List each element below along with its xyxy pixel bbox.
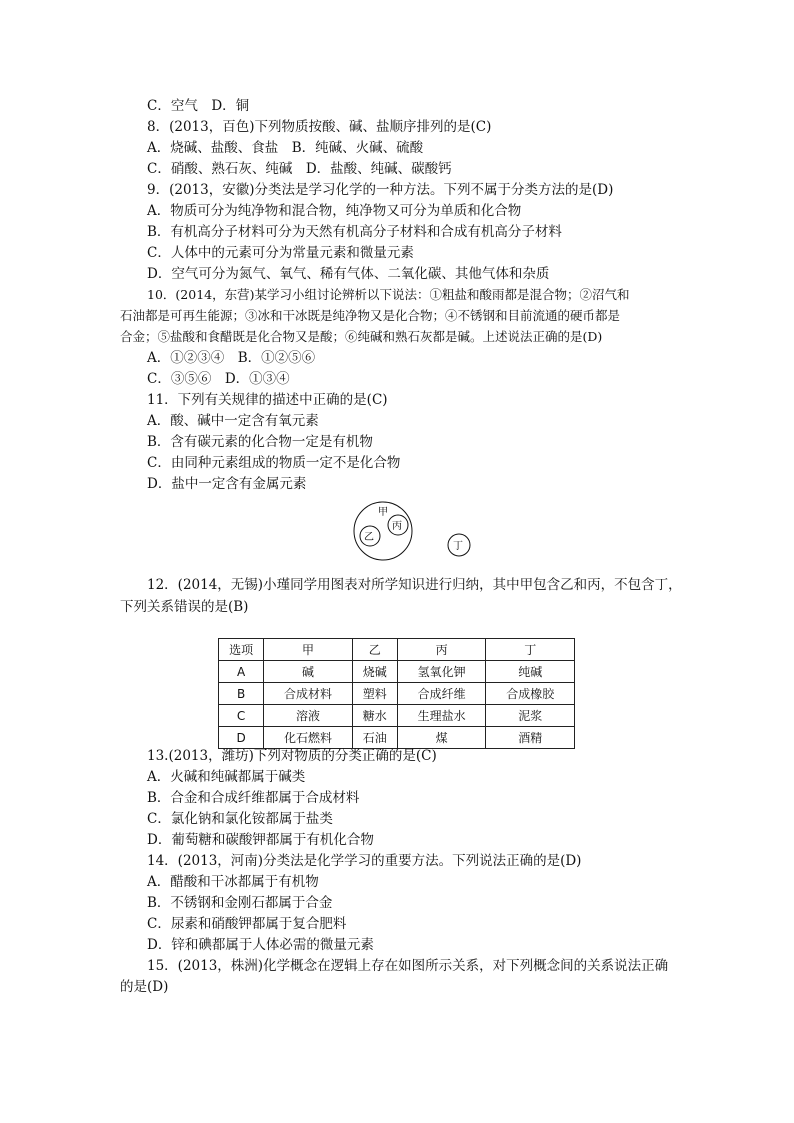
table-cell: D (219, 727, 264, 749)
text-line: B．不锈钢和金刚石都属于合金 (147, 895, 333, 911)
text-line: 下列关系错误的是(B) (120, 599, 249, 615)
table-cell: 烧碱 (352, 661, 397, 683)
table-header-cell: 选项 (219, 639, 264, 661)
text-line: B．有机高分子材料可分为天然有机高分子材料和合成有机高分子材料 (147, 224, 562, 240)
text-line: 的是(D) (120, 979, 169, 995)
text-line: C．由同种元素组成的物质一定不是化合物 (147, 455, 401, 471)
text-line: C．③⑤⑥ D．①③④ (147, 371, 290, 387)
text-line: C．人体中的元素可分为常量元素和微量元素 (147, 245, 414, 261)
table-cell: 塑料 (352, 683, 397, 705)
table-cell: 溶液 (264, 705, 353, 727)
text-line: A．烧碱、盐酸、食盐 B．纯碱、火碱、硫酸 (147, 140, 424, 156)
table-cell: 碱 (264, 661, 353, 683)
text-line: 合金；⑤盐酸和食醋既是化合物又是酸；⑥纯碱和熟石灰都是碱。上述说法正确的是(D) (120, 329, 603, 344)
question-13: 13.(2013，潍坊)下列对物质的分类正确的是(C) (147, 748, 437, 764)
question-12: 12．(2014，无锡)小瑾同学用图表对所学知识进行归纳，其中甲包含乙和丙，不包含丁， (147, 577, 682, 593)
text-line: C．空气 D．铜 (147, 98, 250, 114)
text-line: A．醋酸和干冰都属于有机物 (147, 874, 319, 890)
text-line: C．硝酸、熟石灰、纯碱 D．盐酸、纯碱、碳酸钙 (147, 161, 452, 177)
label-bing: 丙 (392, 521, 402, 532)
set-diagram (352, 500, 482, 562)
text-line: A．火碱和纯碱都属于碱类 (147, 769, 306, 785)
table-cell: 泥浆 (486, 705, 575, 727)
text-line: A．物质可分为纯净物和混合物，纯净物又可分为单质和化合物 (147, 203, 522, 219)
table-row (219, 683, 575, 705)
text-line: D．空气可分为氮气、氧气、稀有气体、二氧化碳、其他气体和杂质 (147, 266, 550, 282)
table-header-cell: 丁 (486, 639, 575, 661)
text-line: 石油都是可再生能源；③冰和干冰既是纯净物又是化合物；④不锈钢和目前流通的硬币都是 (120, 308, 621, 323)
table-header-cell: 乙 (352, 639, 397, 661)
text-line: C．尿素和硝酸钾都属于复合肥料 (147, 916, 347, 932)
table-cell: 生理盐水 (397, 705, 486, 727)
table-cell: C (219, 705, 264, 727)
text-line: D．葡萄糖和碳酸钾都属于有机化合物 (147, 832, 374, 848)
table-cell: 煤 (397, 727, 486, 749)
label-yi: 乙 (364, 532, 374, 543)
table-header-row (219, 639, 575, 661)
table-row (219, 727, 575, 749)
question-15: 15．(2013，株洲)化学概念在逻辑上存在如图所示关系，对下列概念间的关系说法正确 (147, 958, 669, 974)
table-cell: 糖水 (352, 705, 397, 727)
question-9: 9．(2013，安徽)分类法是学习化学的一种方法。下列不属于分类方法的是(D) (147, 182, 614, 198)
text-line: A．①②③④ B．①②⑤⑥ (147, 350, 316, 366)
table-header-cell: 丙 (397, 639, 486, 661)
question-14: 14．(2013，河南)分类法是化学学习的重要方法。下列说法正确的是(D) (147, 853, 582, 869)
table-row (219, 705, 575, 727)
table-row (219, 661, 575, 683)
text-line: D．盐中一定含有金属元素 (147, 476, 307, 492)
table-cell: 化石燃料 (264, 727, 353, 749)
table-cell: 合成橡胶 (486, 683, 575, 705)
question-10: 10．(2014，东营)某学习小组讨论辨析以下说法：①粗盐和酸雨都是混合物；②沼气和 (147, 287, 630, 302)
label-jia: 甲 (378, 507, 388, 518)
table-cell: B (219, 683, 264, 705)
options-table (218, 638, 575, 749)
text-line: A．酸、碱中一定含有氧元素 (147, 413, 319, 429)
question-8: 8．(2013，百色)下列物质按酸、碱、盐顺序排列的是(C) (147, 119, 492, 135)
table-cell: 纯碱 (486, 661, 575, 683)
text-line: B．合金和合成纤维都属于合成材料 (147, 790, 360, 806)
table-cell: 合成纤维 (397, 683, 486, 705)
table-cell: 石油 (352, 727, 397, 749)
table-cell: 氢氧化钾 (397, 661, 486, 683)
table-cell: A (219, 661, 264, 683)
question-11: 11．下列有关规律的描述中正确的是(C) (147, 392, 388, 408)
text-line: D．锌和碘都属于人体必需的微量元素 (147, 937, 374, 953)
table-cell: 酒精 (486, 727, 575, 749)
text-line: B．含有碳元素的化合物一定是有机物 (147, 434, 373, 450)
text-line: C．氯化钠和氯化铵都属于盐类 (147, 811, 333, 827)
table-cell: 合成材料 (264, 683, 353, 705)
table-header-cell: 甲 (264, 639, 353, 661)
label-ding: 丁 (453, 541, 463, 552)
